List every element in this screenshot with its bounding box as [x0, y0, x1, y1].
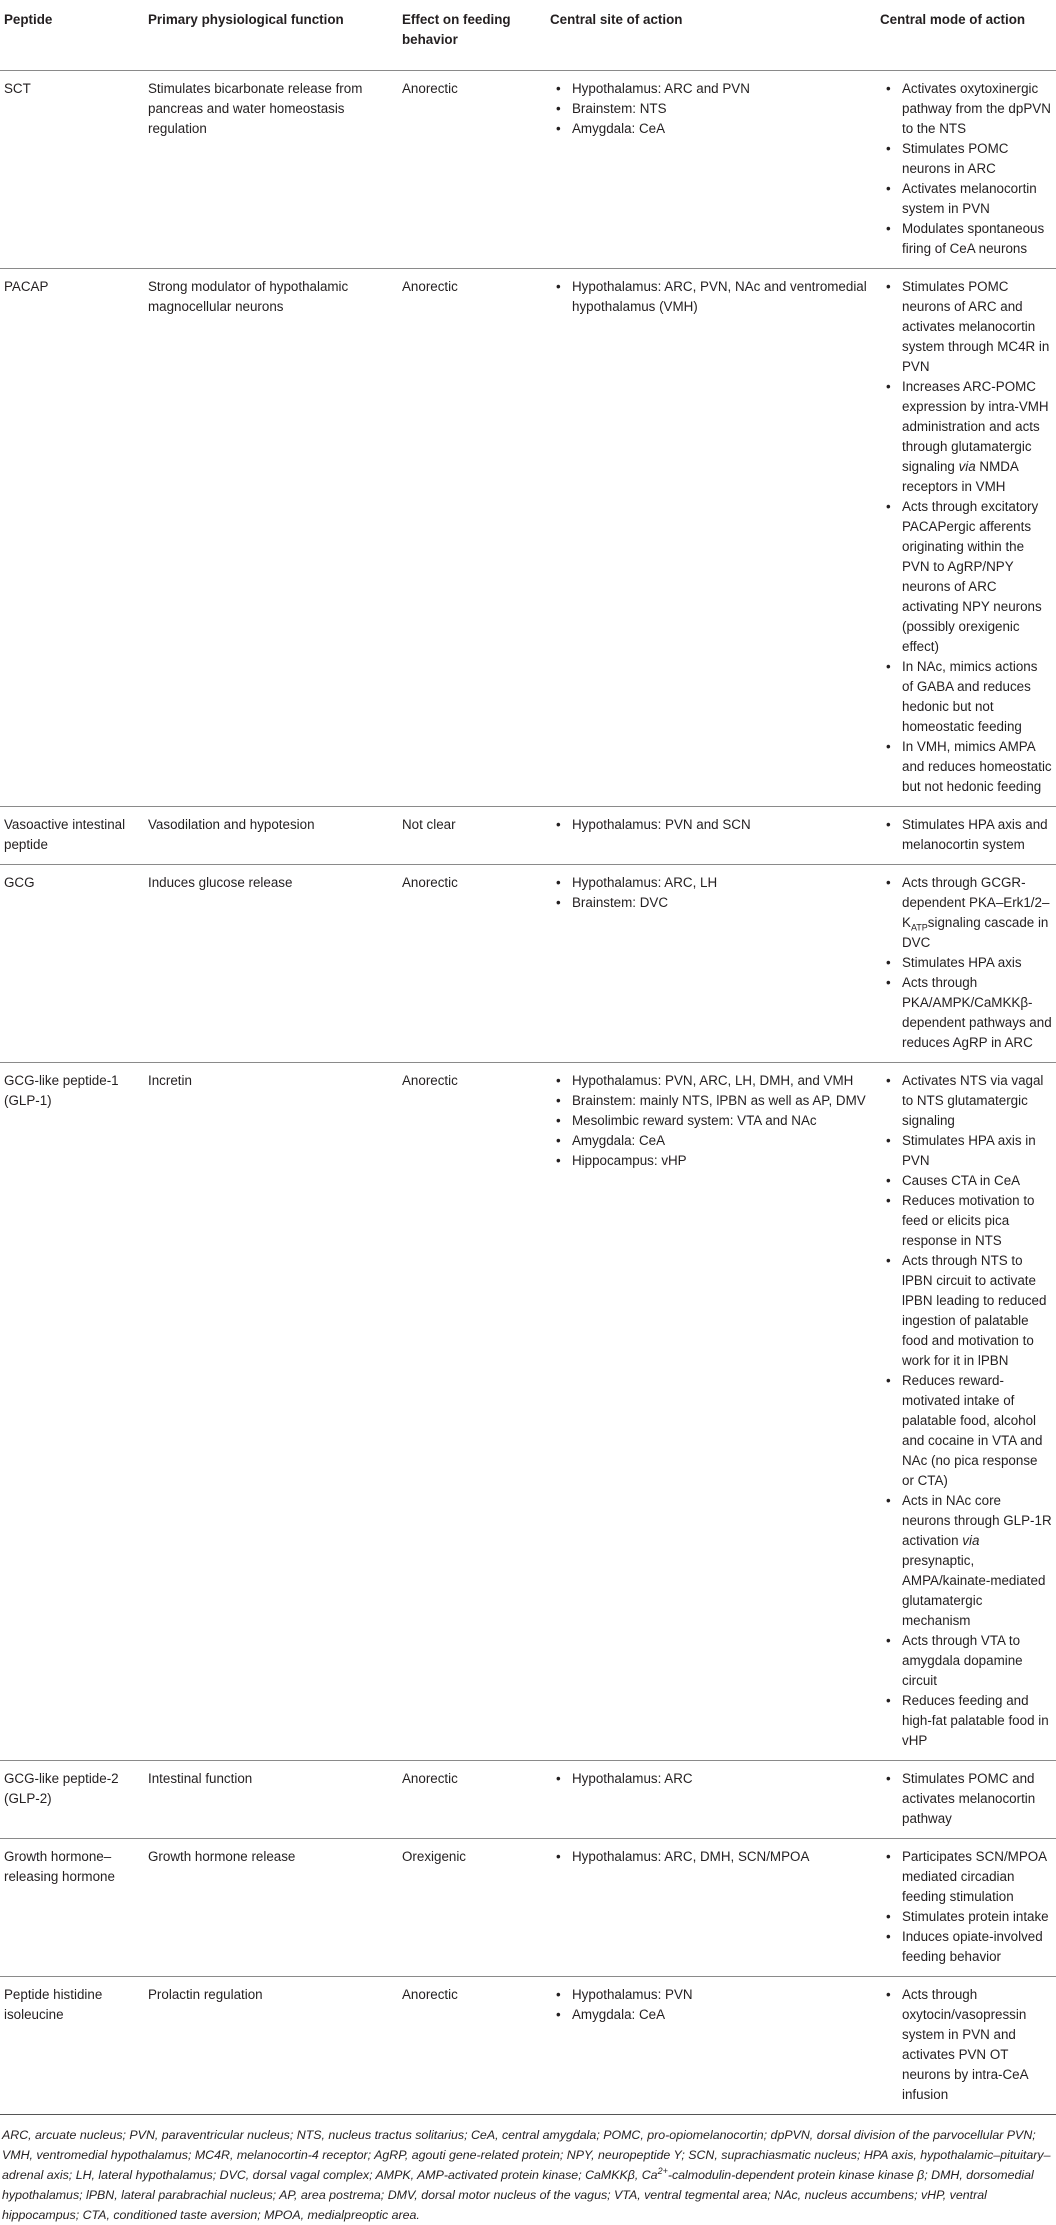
site-cell-list	[550, 873, 872, 913]
mode-item: • Reduces feeding and high-fat palatable food in vHP	[880, 1691, 1052, 1751]
table-row	[0, 71, 1056, 269]
mode-cell-list	[880, 277, 1052, 797]
site-item: • Brainstem: NTS	[550, 99, 872, 119]
mode-item: • Activates NTS via vagal to NTS glutamatergic signaling	[880, 1071, 1052, 1131]
site-cell	[546, 865, 876, 1063]
header-function: Primary physiological function	[144, 0, 398, 71]
mode-cell	[876, 1063, 1056, 1761]
mode-item: • Reduces motivation to feed or elicits pica response in NTS	[880, 1191, 1052, 1251]
mode-item: • Stimulates HPA axis	[880, 953, 1052, 973]
site-item: • Amygdala: CeA	[550, 1131, 872, 1151]
site-item: • Brainstem: mainly NTS, lPBN as well as AP, DMV	[550, 1091, 872, 1111]
mode-item: • Stimulates POMC and activates melanocortin pathway	[880, 1769, 1052, 1829]
site-item: • Hypothalamus: ARC, LH	[550, 873, 872, 893]
effect-cell: Anorectic	[398, 1977, 546, 2115]
peptide-cell: GCG-like peptide-2 (GLP-2)	[0, 1761, 144, 1839]
header-site: Central site of action	[546, 0, 876, 71]
site-cell	[546, 269, 876, 807]
effect-cell: Orexigenic	[398, 1839, 546, 1977]
site-item: • Hypothalamus: ARC and PVN	[550, 79, 872, 99]
function-cell: Induces glucose release	[144, 865, 398, 1063]
peptide-cell: Peptide histidine isoleucine	[0, 1977, 144, 2115]
site-cell-list	[550, 1847, 872, 1867]
table-header-row	[0, 0, 1056, 71]
effect-cell: Anorectic	[398, 269, 546, 807]
function-cell: Intestinal function	[144, 1761, 398, 1839]
mode-item: • Stimulates protein intake	[880, 1907, 1052, 1927]
mode-item: • Reduces reward-motivated intake of palatable food, alcohol and cocaine in VTA and NAc (no pica response or CTA)	[880, 1371, 1052, 1491]
mode-cell-list	[880, 1071, 1052, 1751]
mode-cell	[876, 807, 1056, 865]
effect-cell: Anorectic	[398, 1761, 546, 1839]
mode-item: • Acts through oxytocin/vasopressin system in PVN and activates PVN OT neurons by intra-CeA infusion	[880, 1985, 1052, 2105]
mode-item: • Acts through PKA/AMPK/CaMKKβ-dependent pathways and reduces AgRP in ARC	[880, 973, 1052, 1053]
site-cell-list	[550, 277, 872, 317]
mode-item: • Activates melanocortin system in PVN	[880, 179, 1052, 219]
table-row	[0, 807, 1056, 865]
mode-cell-list	[880, 815, 1052, 855]
table-row	[0, 865, 1056, 1063]
mode-cell-list	[880, 873, 1052, 1053]
mode-item: • Modulates spontaneous firing of CeA neurons	[880, 219, 1052, 259]
mode-cell-list	[880, 1769, 1052, 1829]
mode-cell-list	[880, 1847, 1052, 1967]
header-mode: Central mode of action	[876, 0, 1056, 71]
mode-item: • Induces opiate-involved feeding behavior	[880, 1927, 1052, 1967]
mode-cell	[876, 865, 1056, 1063]
site-cell-list	[550, 1071, 872, 1171]
site-item: • Hypothalamus: ARC	[550, 1769, 872, 1789]
function-cell: Prolactin regulation	[144, 1977, 398, 2115]
function-cell: Incretin	[144, 1063, 398, 1761]
site-item: • Hypothalamus: PVN	[550, 1985, 872, 2005]
site-item: • Hypothalamus: PVN, ARC, LH, DMH, and VMH	[550, 1071, 872, 1091]
peptide-cell: GCG-like peptide-1 (GLP-1)	[0, 1063, 144, 1761]
mode-item: • Acts through excitatory PACAPergic afferents originating within the PVN to AgRP/NPY neurons of ARC activating NPY neurons (possibly orexigenic effect)	[880, 497, 1052, 657]
peptide-cell: Growth hormone–releasing hormone	[0, 1839, 144, 1977]
mode-item: • Stimulates POMC neurons in ARC	[880, 139, 1052, 179]
mode-item: • Stimulates POMC neurons of ARC and activates melanocortin system through MC4R in PVN	[880, 277, 1052, 377]
mode-item: • In NAc, mimics actions of GABA and reduces hedonic but not homeostatic feeding	[880, 657, 1052, 737]
table-footnote: ARC, arcuate nucleus; PVN, paraventricular nucleus; NTS, nucleus tractus solitarius; CeA, central amygdala; POMC, pro-opiomelanocortin; dpPVN, dorsal division of the parvocellular PVN; VMH, ventromedial hypothalamus; MC4R, melanocortin-4 receptor; AgRP, agouti gene-related protein; NPY, neuropeptide Y; SCN, suprachiasmatic nucleus; HPA axis, hypothalamic–pituitary–adrenal axis; LH, lateral hypothalamus; DVC, dorsal vagal complex; AMPK, AMP-activated protein kinase; CaMKKβ, $Ca^{2+}-calmodulin$-dependent protein kinase kinase β; DMH, dorsomedial hypothalamus; lPBN, lateral parabrachial nucleus; AP, area postrema; DMV, dorsal motor nucleus of the vagus; VTA, ventral tegmental area; NAc, nucleus accumbens; vHP, ventral hippocampus; CTA, conditioned taste aversion; MPOA, medialpreoptic area.	[2, 2128, 1051, 2222]
header-effect: Effect on feeding behavior	[398, 0, 546, 71]
effect-cell: Anorectic	[398, 1063, 546, 1761]
peptide-cell: Vasoactive intestinal peptide	[0, 807, 144, 865]
mode-item: • Participates SCN/MPOA mediated circadian feeding stimulation	[880, 1847, 1052, 1907]
site-item: • Hypothalamus: PVN and SCN	[550, 815, 872, 835]
peptide-cell: GCG	[0, 865, 144, 1063]
function-cell: Stimulates bicarbonate release from pancreas and water homeostasis regulation	[144, 71, 398, 269]
site-cell-list	[550, 79, 872, 139]
mode-cell	[876, 1761, 1056, 1839]
mode-item: • Acts in NAc core neurons through GLP-1R activation via presynaptic, AMPA/kainate-mediated glutamatergic mechanism	[880, 1491, 1052, 1631]
site-cell	[546, 1977, 876, 2115]
site-cell	[546, 71, 876, 269]
site-cell-list	[550, 1769, 872, 1789]
mode-item: • Increases ARC-POMC expression by intra-VMH administration and acts through glutamatergic signaling via NMDA receptors in VMH	[880, 377, 1052, 497]
effect-cell: Anorectic	[398, 71, 546, 269]
mode-cell-list	[880, 79, 1052, 259]
site-cell-list	[550, 815, 872, 835]
mode-item: • Activates oxytoxinergic pathway from the dpPVN to the NTS	[880, 79, 1052, 139]
site-item: • Amygdala: CeA	[550, 2005, 872, 2025]
table-body	[0, 71, 1056, 2115]
mode-item: • Stimulates HPA axis in PVN	[880, 1131, 1052, 1171]
site-cell	[546, 1761, 876, 1839]
mode-cell	[876, 269, 1056, 807]
peptide-cell: SCT	[0, 71, 144, 269]
mode-item: • Acts through GCGR-dependent PKA–$Erk1/2-K_{ATP}signaling$ cascade in DVC	[880, 873, 1052, 953]
function-cell: Strong modulator of hypothalamic magnocellular neurons	[144, 269, 398, 807]
table-row	[0, 1839, 1056, 1977]
header-peptide: Peptide	[0, 0, 144, 71]
site-cell-list	[550, 1985, 872, 2025]
mode-item: • Acts through VTA to amygdala dopamine circuit	[880, 1631, 1052, 1691]
site-cell	[546, 1839, 876, 1977]
peptide-cell: PACAP	[0, 269, 144, 807]
table-row	[0, 1761, 1056, 1839]
effect-cell: Not clear	[398, 807, 546, 865]
function-cell: Growth hormone release	[144, 1839, 398, 1977]
mode-item: • Stimulates HPA axis and melanocortin system	[880, 815, 1052, 855]
table-row	[0, 1063, 1056, 1761]
site-item: • Hypothalamus: ARC, DMH, SCN/MPOA	[550, 1847, 872, 1867]
mode-cell-list	[880, 1985, 1052, 2105]
function-cell: Vasodilation and hypotesion	[144, 807, 398, 865]
site-cell	[546, 807, 876, 865]
mode-cell	[876, 1839, 1056, 1977]
site-item: • Hippocampus: vHP	[550, 1151, 872, 1171]
site-item: • Amygdala: CeA	[550, 119, 872, 139]
mode-item: • In VMH, mimics AMPA and reduces homeostatic but not hedonic feeding	[880, 737, 1052, 797]
site-cell	[546, 1063, 876, 1761]
mode-cell	[876, 1977, 1056, 2115]
table-row	[0, 269, 1056, 807]
site-item: • Hypothalamus: ARC, PVN, NAc and ventromedial hypothalamus (VMH)	[550, 277, 872, 317]
site-item: • Brainstem: DVC	[550, 893, 872, 913]
mode-item: • Acts through NTS to lPBN circuit to activate lPBN leading to reduced ingestion of palatable food and motivation to work for it in lPBN	[880, 1251, 1052, 1371]
mode-item: • Causes CTA in CeA	[880, 1171, 1052, 1191]
site-item: • Mesolimbic reward system: VTA and NAc	[550, 1111, 872, 1131]
mode-cell	[876, 71, 1056, 269]
table-row	[0, 1977, 1056, 2115]
effect-cell: Anorectic	[398, 865, 546, 1063]
